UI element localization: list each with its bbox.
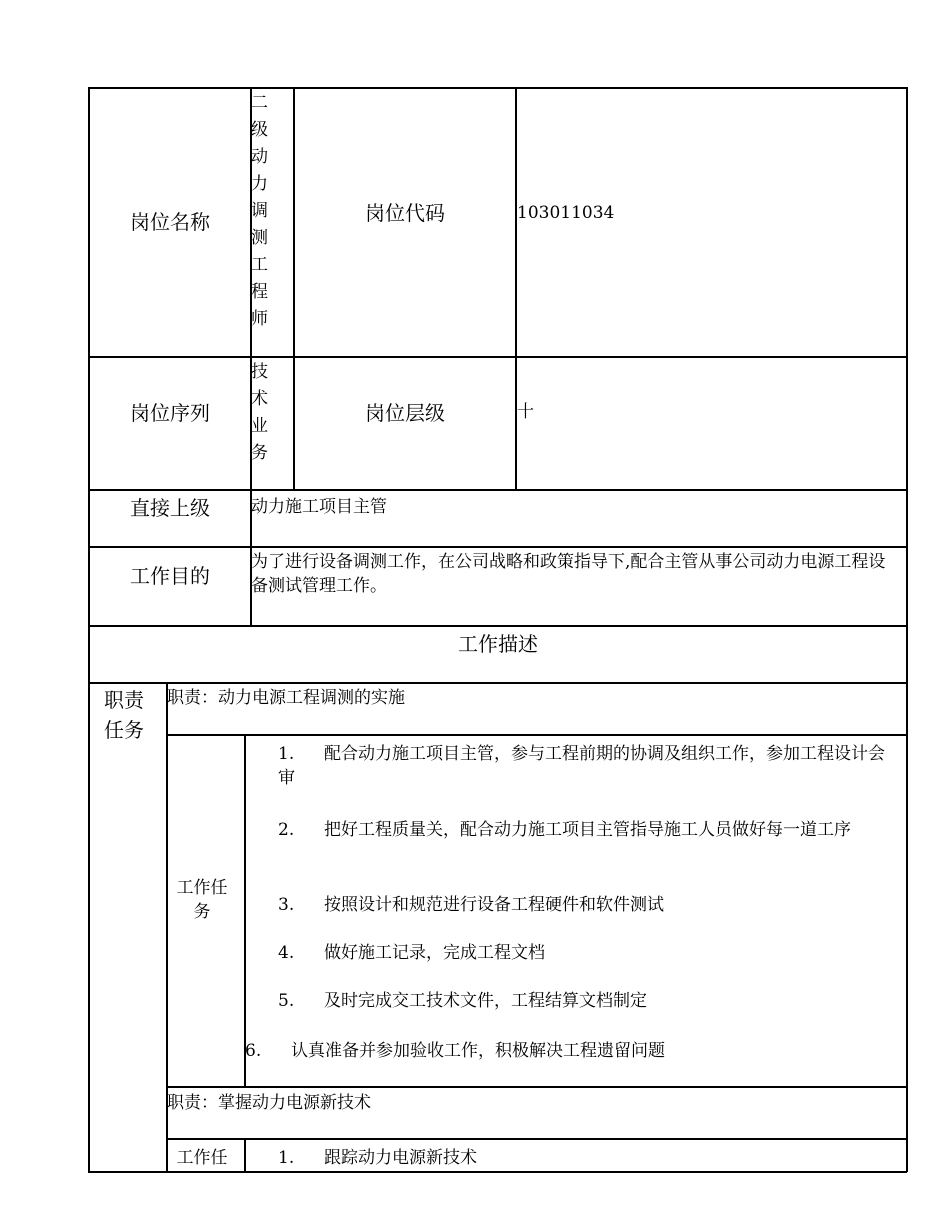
task-number: 6.	[245, 1041, 262, 1061]
task-text: 及时完成交工技术文件，工程结算文档制定	[324, 991, 647, 1011]
post-level-value: 十	[517, 402, 534, 422]
post-code-value: 103011034	[517, 203, 615, 223]
task-text: 认真准备并参加验收工作，积极解决工程遗留问题	[291, 1041, 665, 1061]
task-text: 跟踪动力电源新技术	[324, 1148, 477, 1168]
row-separator	[166, 1086, 907, 1088]
task-item	[278, 1146, 893, 1170]
column-separator	[244, 734, 246, 1087]
post-level-label: 岗位层级	[365, 401, 445, 425]
duty-2-tasks-label: 工作任	[176, 1148, 228, 1168]
task-number: 5.	[278, 991, 295, 1011]
task-number: 1.	[278, 744, 295, 764]
task-item	[278, 893, 893, 917]
post-code-label: 岗位代码	[365, 201, 445, 225]
row-separator	[166, 734, 907, 736]
task-item	[278, 941, 893, 965]
duty-1-tasks-label: 工作任务	[176, 878, 228, 922]
duty-1-title: 职责：动力电源工程调测的实施	[167, 688, 405, 708]
row-separator	[166, 1138, 907, 1140]
purpose-label: 工作目的	[130, 564, 210, 588]
task-number: 4.	[278, 943, 295, 963]
column-separator	[515, 87, 517, 490]
superior-label: 直接上级	[130, 496, 210, 520]
task-text: 把好工程质量关，配合动力施工项目主管指导施工人员做好每一道工序	[324, 820, 851, 840]
task-item	[278, 818, 893, 842]
task-item	[245, 1039, 895, 1063]
description-title: 工作描述	[458, 632, 538, 656]
task-item	[278, 742, 893, 790]
column-separator	[244, 1138, 246, 1172]
purpose-value: 为了进行设备调测工作，在公司战略和政策指导下,配合主管从事公司动力电源工程设备测试管理工作。	[251, 552, 886, 596]
task-text: 按照设计和规范进行设备工程硬件和软件测试	[324, 895, 664, 915]
task-number: 3.	[278, 895, 295, 915]
post-name-value: 二级动力调测工程师	[251, 93, 268, 329]
post-sequence-label: 岗位序列	[130, 401, 210, 425]
duty-2-title: 职责：掌握动力电源新技术	[167, 1093, 371, 1113]
task-number: 2.	[278, 820, 295, 840]
task-item	[278, 989, 893, 1013]
task-text: 配合动力施工项目主管，参与工程前期的协调及组织工作，参加工程设计会审	[278, 744, 885, 788]
row-separator	[88, 682, 907, 684]
duties-label: 职责任务	[104, 688, 144, 742]
table-border-right	[906, 87, 908, 1172]
post-name-label: 岗位名称	[130, 210, 210, 234]
task-number: 1.	[278, 1148, 295, 1168]
superior-value: 动力施工项目主管	[251, 497, 387, 517]
task-text: 做好施工记录，完成工程文档	[324, 943, 545, 963]
table-border-bottom	[88, 1171, 907, 1173]
post-sequence-value: 技术业务	[251, 362, 268, 463]
